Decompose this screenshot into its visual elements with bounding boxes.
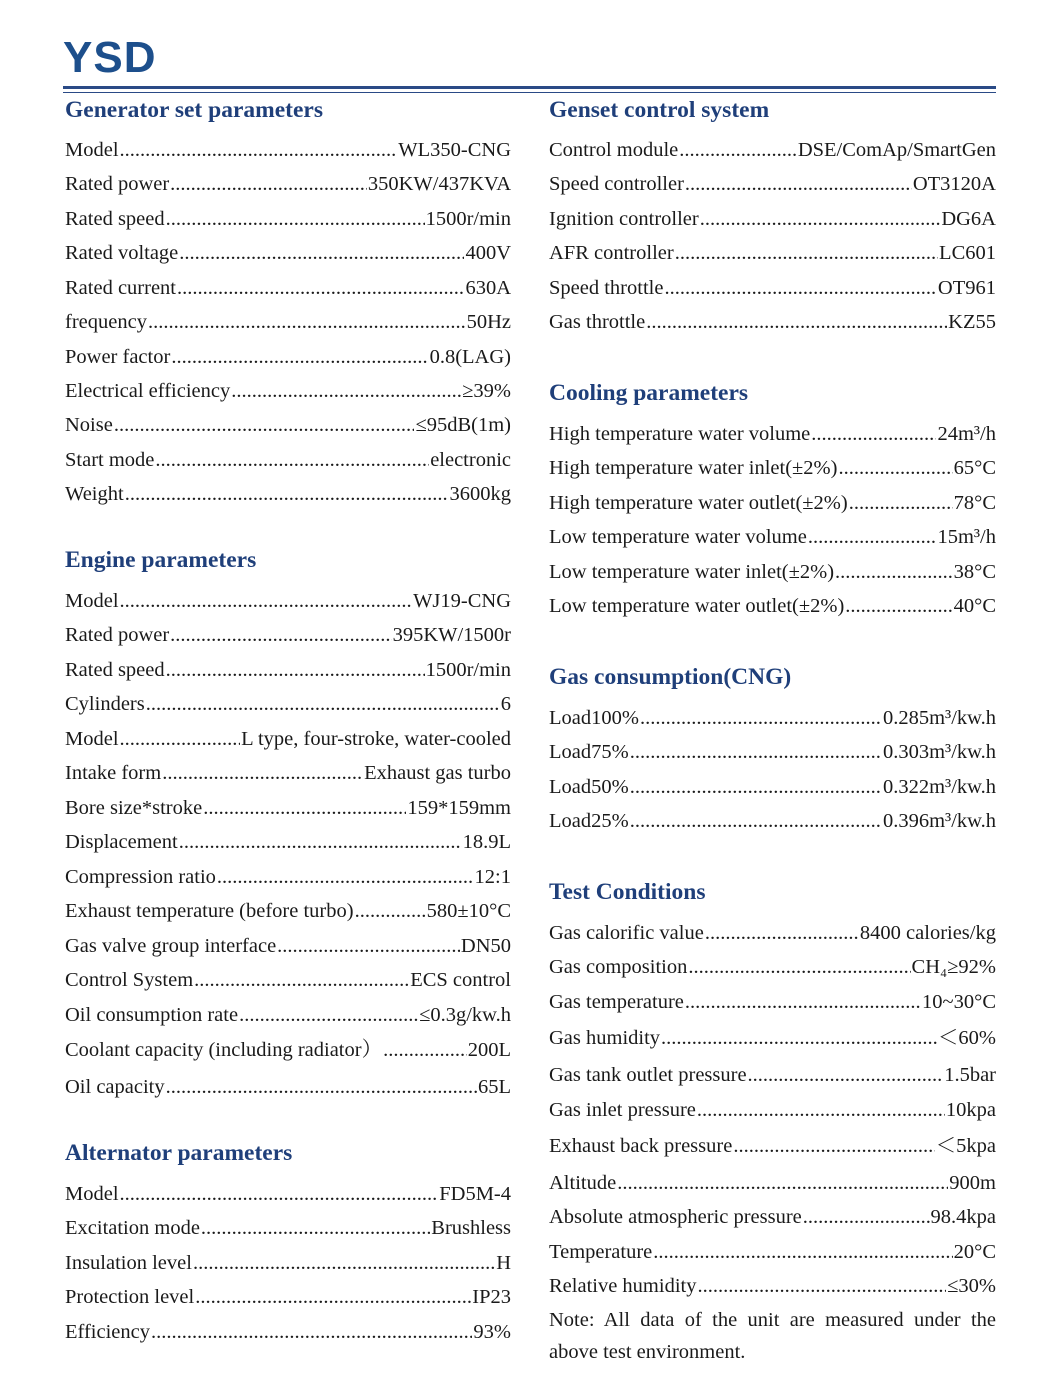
spec-row [65,344,511,370]
dot-leader [166,206,425,232]
spec-value: 1500r/min [425,208,511,230]
dot-leader [171,344,428,370]
dot-leader [808,524,937,550]
spec-label: Ignition controller [549,208,699,230]
spec-row [549,1170,996,1196]
spec-value: 159*159mm [407,797,511,819]
spec-value: ≥39% [462,380,511,402]
spec-value: 20°C [953,1241,996,1263]
spec-row [549,309,996,335]
spec-row [549,240,996,266]
spec-value: 0.303m³/kw.h [882,741,996,763]
spec-row [549,524,996,550]
spec-value: L type, four-stroke, water-cooled [241,728,511,750]
section-title-generator: Generator set parameters [65,97,323,123]
spec-label: Coolant capacity (including radiator） [65,1039,383,1061]
spec-label: Model [65,139,119,161]
spec-row [65,622,511,648]
dot-leader [155,447,429,473]
spec-row [65,726,511,752]
spec-label: Gas throttle [549,311,646,333]
spec-value: 50Hz [466,311,511,333]
spec-value: 78°C [953,492,996,514]
spec-row [65,481,511,507]
spec-value: 6 [500,693,511,715]
dot-leader [177,275,464,301]
section-title-gas-consumption: Gas consumption(CNG) [549,664,792,690]
dot-leader [166,1074,477,1100]
spec-label: Gas humidity [549,1027,661,1049]
spec-label: Rated voltage [65,242,179,264]
spec-value: H [496,1252,511,1274]
dot-leader [195,1284,471,1310]
dot-leader [685,989,921,1015]
spec-label: Excitation mode [65,1217,200,1239]
spec-row [549,1133,996,1159]
spec-value: DG6A [941,208,996,230]
spec-value: IP23 [472,1286,511,1308]
spec-value: 3600kg [449,483,511,505]
spec-label: Control System [65,969,194,991]
spec-label: Start mode [65,449,155,471]
spec-value: Brushless [431,1217,511,1239]
spec-row [65,1250,511,1276]
spec-row [65,864,511,890]
dot-leader [679,137,797,163]
spec-value: 12:1 [474,866,511,888]
spec-row [65,1037,511,1063]
spec-row [65,933,511,959]
spec-value: electronic [430,449,511,471]
spec-label: Power factor [65,346,171,368]
dot-leader [125,481,449,507]
spec-value: 65°C [953,457,996,479]
spec-value: 15m³/h [937,526,996,548]
spec-row [549,705,996,731]
spec-value: 38°C [953,561,996,583]
dot-leader [148,309,466,335]
dot-leader [835,559,953,585]
spec-row [549,1062,996,1088]
dot-leader [231,378,461,404]
spec-value: FD5M-4 [439,1183,511,1205]
spec-label: Absolute atmospheric pressure [549,1206,802,1228]
dot-leader [845,593,952,619]
dot-leader [120,137,398,163]
dot-leader [640,705,882,731]
dot-leader [661,1025,937,1051]
spec-row [549,808,996,834]
spec-value: 0.8(LAG) [429,346,511,368]
dot-leader [700,206,941,232]
dot-leader [194,967,409,993]
spec-value: KZ55 [948,311,996,333]
spec-label: Altitude [549,1172,617,1194]
spec-label: Insulation level [65,1252,192,1274]
dot-leader [630,774,882,800]
dot-leader [646,309,947,335]
spec-row [65,1074,511,1100]
spec-row [65,1284,511,1310]
spec-row [65,760,511,786]
dot-leader [675,240,938,266]
spec-value: OT961 [937,277,996,299]
spec-value: 10kpa [945,1099,996,1121]
spec-row [549,455,996,481]
spec-row [65,898,511,924]
spec-value: 10~30°C [922,991,996,1013]
spec-value: 0.396m³/kw.h [882,810,996,832]
dot-leader [179,240,464,266]
spec-row [65,1215,511,1241]
spec-value: ≤95dB(1m) [415,414,511,436]
spec-value: Exhaust gas turbo [364,762,511,784]
spec-value: ≤0.3g/kw.h [419,1004,511,1026]
spec-value: 200L [467,1039,511,1061]
dot-leader [193,1250,495,1276]
spec-row [549,1273,996,1299]
dot-leader [146,691,500,717]
spec-row [65,275,511,301]
dot-leader [120,588,413,614]
spec-row [549,275,996,301]
spec-label: Load100% [549,707,639,729]
spec-label: Oil consumption rate [65,1004,239,1026]
dot-leader [849,490,953,516]
spec-label: Load75% [549,741,629,763]
dot-leader [630,808,882,834]
spec-value: 900m [949,1172,996,1194]
spec-row [65,240,511,266]
dot-leader [653,1239,952,1265]
spec-label: Gas composition [549,956,688,978]
section-title-cooling: Cooling parameters [549,380,749,406]
dot-leader [630,739,882,765]
spec-row [549,421,996,447]
spec-label: Intake form [65,762,162,784]
spec-label: Low temperature water outlet(±2%) [549,595,845,617]
spec-label: Rated current [65,277,176,299]
spec-label: Electrical efficiency [65,380,231,402]
spec-label: Efficiency [65,1321,150,1343]
spec-value: WJ19-CNG [413,590,511,612]
spec-value: LC601 [939,242,996,264]
spec-row [549,1239,996,1265]
spec-value: WL350-CNG [398,139,511,161]
dot-leader [664,275,936,301]
spec-value: 400V [465,242,511,264]
brand-logo: YSD [63,33,157,82]
dot-leader [838,455,952,481]
spec-value: ≤30% [947,1275,996,1297]
spec-row [65,1181,511,1207]
section-title-test-conditions: Test Conditions [549,879,706,905]
dot-leader [705,920,859,946]
spec-value: DSE/ComAp/SmartGen [797,139,996,161]
spec-label: Displacement [65,831,178,853]
spec-row [549,593,996,619]
spec-value: DN50 [460,935,511,957]
spec-value: 65L [477,1076,511,1098]
test-note: Note: All data of the unit are measured under the above test environment. [549,1309,996,1363]
spec-row [65,967,511,993]
spec-value: CH₄≥92% [911,956,996,978]
spec-row [549,559,996,585]
spec-value: 1500r/min [425,659,511,681]
spec-label: Model [65,590,119,612]
header-rule-thin [63,92,996,93]
spec-label: Exhaust temperature (before turbo) [65,900,354,922]
spec-row [549,739,996,765]
spec-row [549,1204,996,1230]
spec-label: Protection level [65,1286,195,1308]
spec-label: Model [65,1183,119,1205]
spec-label: Gas calorific value [549,922,704,944]
spec-row [65,309,511,335]
spec-label: Load25% [549,810,629,832]
dot-leader [201,1215,430,1241]
spec-label: frequency [65,311,147,333]
dot-leader [685,171,912,197]
spec-label: Compression ratio [65,866,216,888]
spec-row [65,137,511,163]
spec-row [549,1097,996,1123]
spec-value: 395KW/1500r [392,624,511,646]
dot-leader [617,1170,948,1196]
dot-leader [277,933,460,959]
dot-leader [748,1062,944,1088]
dot-leader [733,1133,934,1159]
spec-row [549,954,996,980]
spec-value: 0.322m³/kw.h [882,776,996,798]
spec-label: AFR controller [549,242,674,264]
spec-label: High temperature water volume [549,423,811,445]
spec-value: 18.9L [462,831,511,853]
spec-label: Rated speed [65,208,165,230]
spec-row [549,920,996,946]
spec-row [65,1319,511,1345]
spec-row [65,447,511,473]
spec-value: ＜5kpa [935,1135,996,1157]
spec-value: 1.5bar [944,1064,996,1086]
spec-row [549,206,996,232]
dot-leader [239,1002,418,1028]
spec-label: Speed throttle [549,277,664,299]
dot-leader [688,954,910,980]
header-rule [63,86,996,89]
spec-row [65,829,511,855]
spec-row [549,1025,996,1051]
spec-label: Gas temperature [549,991,684,1013]
spec-label: Rated speed [65,659,165,681]
dot-leader [166,657,425,683]
dot-leader [170,171,367,197]
spec-label: Gas valve group interface [65,935,277,957]
spec-label: Rated power [65,173,170,195]
spec-label: Weight [65,483,124,505]
spec-label: Low temperature water volume [549,526,807,548]
spec-label: Speed controller [549,173,684,195]
spec-row [549,490,996,516]
spec-label: Temperature [549,1241,653,1263]
spec-label: Model [65,728,119,750]
dot-leader [162,760,363,786]
spec-label: Exhaust back pressure [549,1135,733,1157]
spec-row [65,171,511,197]
spec-row [549,171,996,197]
dot-leader [803,1204,930,1230]
dot-leader [120,726,241,752]
spec-label: Relative humidity [549,1275,697,1297]
section-title-engine: Engine parameters [65,547,257,573]
spec-value: 8400 calories/kg [859,922,996,944]
spec-row [65,691,511,717]
spec-value: 24m³/h [937,423,996,445]
section-title-alternator: Alternator parameters [65,1140,293,1166]
dot-leader [697,1097,945,1123]
spec-label: Oil capacity [65,1076,165,1098]
spec-row [549,137,996,163]
section-title-control: Genset control system [549,97,770,123]
spec-row [65,378,511,404]
spec-row [65,795,511,821]
dot-leader [170,622,391,648]
spec-label: Gas tank outlet pressure [549,1064,747,1086]
spec-value: 93% [473,1321,511,1343]
spec-row [65,412,511,438]
dot-leader [179,829,462,855]
spec-row [549,774,996,800]
spec-row [65,657,511,683]
spec-label: High temperature water inlet(±2%) [549,457,838,479]
dot-leader [697,1273,946,1299]
spec-value: 98.4kpa [930,1206,996,1228]
spec-value: 0.285m³/kw.h [882,707,996,729]
spec-label: High temperature water outlet(±2%) [549,492,848,514]
spec-label: Rated power [65,624,170,646]
dot-leader [114,412,415,438]
spec-row [549,989,996,1015]
dot-leader [217,864,474,890]
spec-value: 580±10°C [426,900,511,922]
spec-value: ECS control [410,969,511,991]
spec-label: Gas inlet pressure [549,1099,696,1121]
spec-label: Cylinders [65,693,145,715]
dot-leader [203,795,406,821]
spec-label: Control module [549,139,679,161]
spec-label: Bore size*stroke [65,797,203,819]
spec-value: 350KW/437KVA [367,173,511,195]
dot-leader [120,1181,439,1207]
spec-label: Low temperature water inlet(±2%) [549,561,835,583]
spec-row [65,1002,511,1028]
spec-label: Noise [65,414,113,436]
spec-row [65,206,511,232]
spec-value: ＜60% [937,1027,996,1049]
spec-row [65,588,511,614]
spec-value: 630A [465,277,511,299]
dot-leader [151,1319,472,1345]
dot-leader [383,1037,467,1063]
spec-label: Load50% [549,776,629,798]
dot-leader [811,421,936,447]
spec-value: OT3120A [912,173,996,195]
spec-value: 40°C [953,595,996,617]
dot-leader [355,898,426,924]
